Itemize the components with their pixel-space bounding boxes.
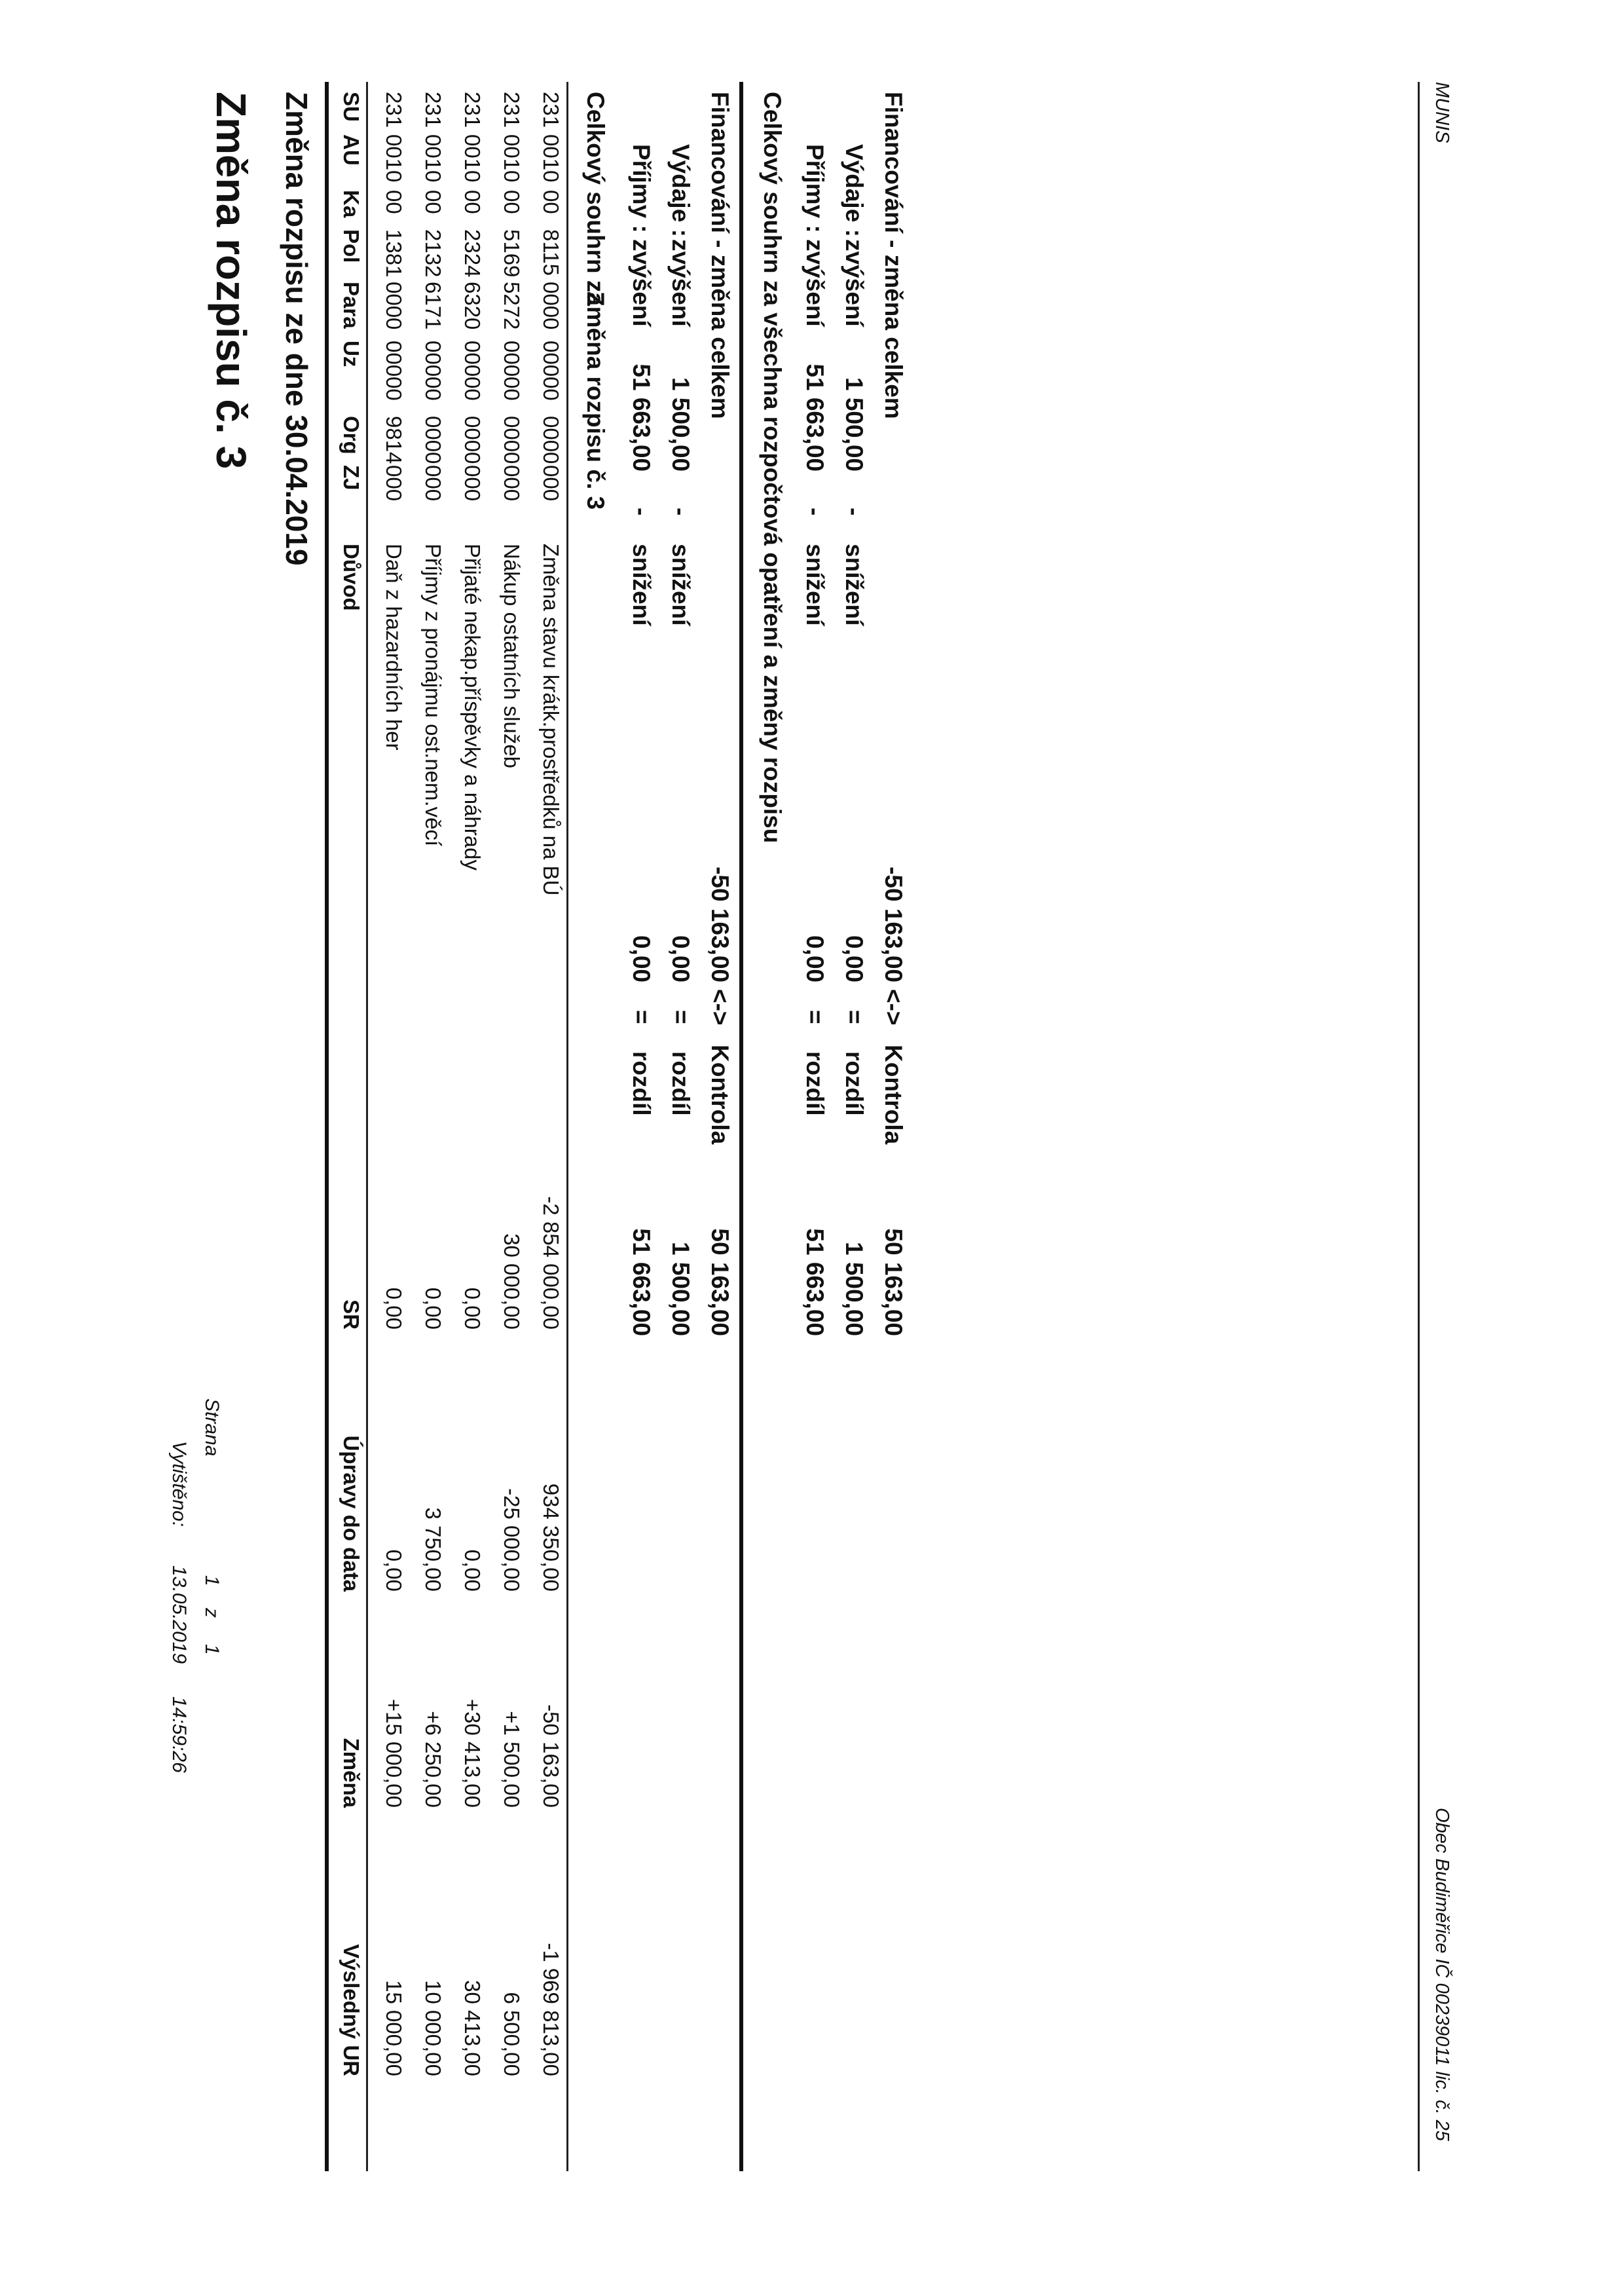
- row-vysledny: 10 000,00: [421, 1980, 445, 2076]
- overall-prijmy-label: Příjmy :: [802, 144, 828, 233]
- row-upravy: 0,00: [382, 1549, 406, 1592]
- summary-prijmy-diff: 51 663,00: [628, 1228, 655, 1336]
- summary-prijmy-diff-label: rozdíl: [628, 1051, 655, 1116]
- col-header-zmena: Změna: [339, 1738, 363, 1808]
- summary-prijmy-eq: =: [628, 1010, 655, 1024]
- summary-prijmy-decrease-label: snížení: [628, 544, 655, 626]
- printed-label: Vytištěno:: [168, 1441, 190, 1527]
- row-uz: 00000: [500, 341, 524, 401]
- overall-prijmy-diff: 51 663,00: [802, 1228, 828, 1336]
- row-para: 5272: [500, 282, 524, 330]
- col-header-uz: Uz: [339, 341, 363, 367]
- table-row: [373, 0, 406, 2295]
- row-pol: 5169: [500, 229, 524, 278]
- row-au: 0010: [500, 134, 524, 183]
- row-ka: 00: [421, 190, 445, 214]
- row-uz: 00000: [460, 341, 485, 401]
- row-pol: 8115: [539, 229, 563, 276]
- summary-prijmy-increase: 51 663,00: [628, 364, 655, 472]
- row-vysledny: -1 969 813,00: [539, 1943, 563, 2076]
- summary-prijmy-increase-label: zvýšení: [628, 239, 655, 327]
- row-zmena: -50 163,00: [539, 1704, 563, 1808]
- row-zmena: +15 000,00: [382, 1698, 406, 1808]
- row-ka: 00: [382, 190, 406, 214]
- overall-fin-arrow: <->: [880, 989, 907, 1026]
- col-header-su: SU: [339, 92, 363, 122]
- col-header-pol: Pol: [339, 229, 363, 263]
- row-zj: 000: [382, 465, 406, 502]
- row-sr: 0,00: [460, 1287, 485, 1330]
- page-total: 1: [201, 1644, 223, 1655]
- summary-heading-right: Změna rozpisu č. 3: [582, 291, 609, 510]
- overall-fin-control-label: Kontrola: [880, 1045, 907, 1145]
- row-para: 6320: [460, 282, 485, 330]
- overall-prijmy-decrease: 0,00: [802, 935, 828, 982]
- overall-vydaje-label: Výdaje :: [841, 144, 868, 237]
- summary-fin-control: 50 163,00: [707, 1228, 733, 1336]
- summary-vydaje-label: Výdaje :: [667, 144, 694, 237]
- page-number: 1: [201, 1575, 223, 1586]
- row-zmena: +6 250,00: [421, 1711, 445, 1808]
- row-pol: 2324: [460, 229, 485, 278]
- row-upravy: 934 350,00: [539, 1483, 563, 1592]
- overall-heading: Celkový souhrn za všechna rozpočtová opatření a změny rozpisu: [759, 92, 786, 844]
- table-row: [491, 0, 524, 2295]
- row-zmena: +30 413,00: [460, 1698, 485, 1808]
- row-org: 0000: [500, 416, 524, 464]
- row-upravy: -25 000,00: [500, 1488, 524, 1592]
- row-zj: 000: [460, 465, 485, 502]
- overall-prijmy-dash: -: [802, 508, 828, 516]
- summary-vydaje-eq: =: [667, 1010, 694, 1024]
- col-header-org: Org: [339, 416, 363, 455]
- overall-fin-control: 50 163,00: [880, 1228, 907, 1336]
- row-pol: 1381: [382, 229, 406, 278]
- row-vysledny: 30 413,00: [460, 1980, 485, 2076]
- summary-prijmy-label: Příjmy :: [628, 144, 655, 233]
- row-para: 0000: [382, 282, 406, 330]
- row-org: 0000: [421, 416, 445, 464]
- row-au: 0010: [421, 134, 445, 183]
- page-label: Strana: [201, 1398, 223, 1457]
- row-sr: 0,00: [421, 1287, 445, 1330]
- row-au: 0010: [460, 134, 485, 183]
- overall-prijmy-eq: =: [802, 1010, 828, 1024]
- row-zj: 000: [539, 465, 563, 502]
- summary-fin-control-label: Kontrola: [707, 1045, 733, 1145]
- overall-vydaje-increase: 1 500,00: [841, 377, 868, 472]
- row-au: 0010: [539, 134, 563, 183]
- row-duvod: Změna stavu krátk.prostředků na BÚ: [539, 544, 563, 896]
- page-of: z: [201, 1608, 223, 1618]
- printed-date: 13.05.2019: [168, 1565, 190, 1664]
- row-zj: 000: [500, 465, 524, 502]
- header-top-rule: [325, 82, 329, 2171]
- table-row: [530, 0, 563, 2295]
- row-duvod: Přijaté nekap.příspěvky a náhrady: [460, 544, 485, 870]
- summary-vydaje-dash: -: [667, 508, 694, 516]
- summary-fin-label: Financování - změna celkem: [707, 92, 733, 419]
- footer-right: Obec Budiměřice IČ 00239011 lic. č. 25: [1431, 1808, 1452, 2141]
- row-para: 6171: [421, 282, 445, 330]
- table-row: [452, 0, 485, 2295]
- row-org: 0000: [460, 416, 485, 464]
- summary-heading-left: Celkový souhrn za: [582, 92, 609, 306]
- overall-vydaje-decrease-label: snížení: [841, 544, 868, 626]
- overall-summary: [747, 0, 930, 2295]
- header-bottom-rule: [366, 82, 368, 2171]
- overall-vydaje-diff-label: rozdíl: [841, 1051, 868, 1116]
- row-ka: 00: [539, 190, 563, 214]
- row-su: 231: [500, 92, 524, 128]
- footer-rule: [1418, 82, 1420, 2171]
- row-sr: -2 854 000,00: [539, 1196, 563, 1330]
- row-uz: 00000: [539, 341, 563, 401]
- summary-vydaje-decrease-label: snížení: [667, 544, 694, 626]
- summary-vydaje-diff-label: rozdíl: [667, 1051, 694, 1116]
- overall-vydaje-dash: -: [841, 508, 868, 516]
- summary-prijmy-decrease: 0,00: [628, 935, 655, 982]
- row-vysledny: 15 000,00: [382, 1980, 406, 2076]
- row-sr: 0,00: [382, 1287, 406, 1330]
- overall-vydaje-diff: 1 500,00: [841, 1241, 868, 1336]
- col-header-au: AU: [339, 134, 363, 166]
- overall-vydaje-increase-label: zvýšení: [841, 239, 868, 327]
- summary-vydaje-diff: 1 500,00: [667, 1241, 694, 1336]
- summary-prijmy-dash: -: [628, 508, 655, 516]
- row-zj: 000: [421, 465, 445, 502]
- overall-vydaje-decrease: 0,00: [841, 935, 868, 982]
- row-upravy: 0,00: [460, 1549, 485, 1592]
- overall-prijmy-increase-label: zvýšení: [802, 239, 828, 327]
- row-vysledny: 6 500,00: [500, 1992, 524, 2076]
- overall-top-rule: [739, 82, 743, 2171]
- page-title: Změna rozpisu č. 3: [208, 92, 255, 470]
- row-upravy: 3 750,00: [421, 1507, 445, 1592]
- table-bottom-rule: [566, 82, 568, 2171]
- summary-vydaje-increase: 1 500,00: [667, 377, 694, 472]
- row-su: 231: [421, 92, 445, 128]
- col-header-duvod: Důvod: [339, 544, 363, 611]
- row-ka: 00: [500, 190, 524, 214]
- row-org: 0000: [539, 416, 563, 464]
- col-header-vysledny: Výsledný UR: [339, 1944, 363, 2076]
- row-pol: 2132: [421, 229, 445, 278]
- row-zmena: +1 500,00: [500, 1711, 524, 1808]
- overall-prijmy-increase: 51 663,00: [802, 364, 828, 472]
- summary-vydaje-decrease: 0,00: [667, 935, 694, 982]
- row-sr: 30 000,00: [500, 1233, 524, 1330]
- row-su: 231: [539, 92, 563, 128]
- row-au: 0010: [382, 134, 406, 183]
- col-header-sr: SR: [339, 1299, 363, 1330]
- overall-vydaje-eq: =: [841, 1010, 868, 1024]
- col-header-ka: Ka: [339, 190, 363, 218]
- page-subtitle: Změna rozpisu ze dne 30.04.2019: [280, 92, 314, 566]
- table-row: [413, 0, 445, 2295]
- row-uz: 00000: [421, 341, 445, 401]
- row-su: 231: [460, 92, 485, 128]
- row-org: 9814: [382, 416, 406, 464]
- row-su: 231: [382, 92, 406, 128]
- summary-fin-value: -50 163,00: [707, 867, 733, 982]
- col-header-para: Para: [339, 282, 363, 329]
- row-uz: 00000: [382, 341, 406, 401]
- footer-left: MUNIS: [1431, 82, 1452, 143]
- row-ka: 00: [460, 190, 485, 214]
- col-header-zj: ZJ: [339, 465, 363, 491]
- col-header-upravy: Úpravy do data: [339, 1435, 363, 1592]
- row-para: 0000: [539, 282, 563, 330]
- overall-fin-label: Financování - změna celkem: [880, 92, 907, 419]
- printed-time: 14:59:26: [168, 1696, 190, 1773]
- row-duvod: Nákup ostatních služeb: [500, 544, 524, 769]
- summary-vydaje-increase-label: zvýšení: [667, 239, 694, 327]
- overall-prijmy-decrease-label: snížení: [802, 544, 828, 626]
- row-duvod: Příjmy z pronájmu ost.nem.věcí: [421, 544, 445, 847]
- overall-fin-value: -50 163,00: [880, 867, 907, 982]
- overall-prijmy-diff-label: rozdíl: [802, 1051, 828, 1116]
- row-duvod: Daň z hazardních her: [382, 544, 406, 751]
- summary-fin-arrow: <->: [707, 989, 733, 1026]
